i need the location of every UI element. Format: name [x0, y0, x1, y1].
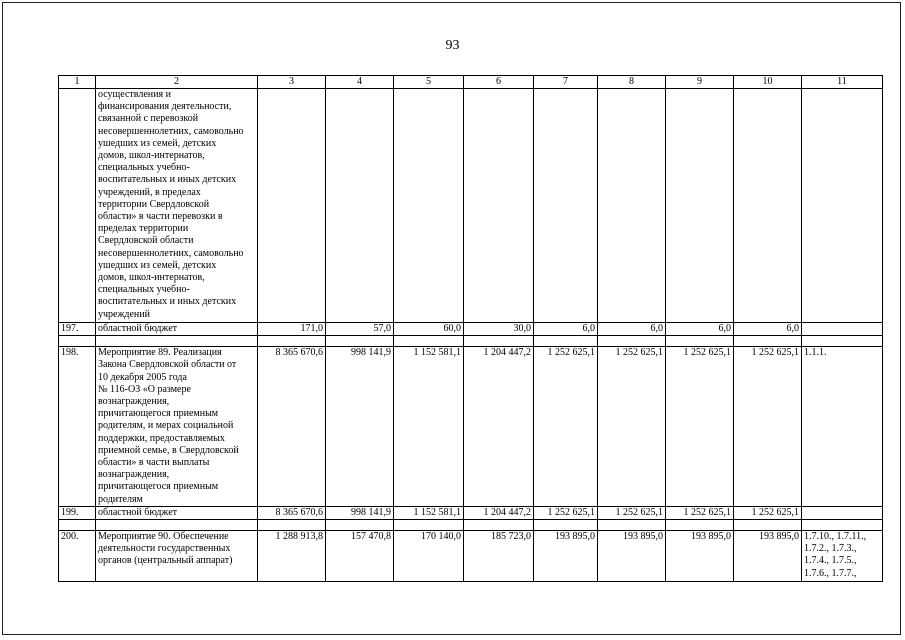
value-cell: 6,0: [598, 323, 666, 336]
value-cell: 8 365 670,6: [258, 506, 326, 519]
spacer-cell: [598, 336, 666, 347]
description-line: пределах территории: [98, 223, 189, 235]
description-line: Закона Свердловской области от: [98, 359, 237, 371]
value-cell: 1 152 581,1: [394, 506, 464, 519]
value-cell: 60,0: [394, 323, 464, 336]
description-line: учреждений, в пределах: [98, 186, 201, 198]
description-line: поддержки, предоставляемых: [98, 432, 225, 444]
code-line: 1.1.1.: [804, 347, 827, 359]
table-body: [59, 89, 883, 582]
spacer-cell: [464, 520, 534, 531]
description-line: воспитательных и иных детских: [98, 174, 237, 186]
column-header: 5: [394, 76, 464, 89]
description-line: Мероприятие 89. Реализация: [98, 347, 222, 359]
value-cell: 1 204 447,2: [464, 347, 534, 507]
description-line: осуществления и: [98, 89, 171, 100]
target-codes: [802, 531, 883, 582]
spacer-cell: [258, 520, 326, 531]
value-cell: [258, 89, 326, 323]
column-header: 10: [734, 76, 802, 89]
budget-table: [58, 75, 883, 582]
column-header: 9: [666, 76, 734, 89]
row-number: 197.: [59, 323, 96, 336]
spacer-cell: [534, 336, 598, 347]
description-line: специальных учебно-: [98, 162, 190, 174]
target-codes: [802, 323, 883, 336]
description-line: связанной с перевозкой: [98, 113, 199, 125]
header-row: [59, 76, 883, 89]
description-line: учреждений: [98, 308, 150, 320]
row-description: [96, 506, 258, 519]
description-line: ушедших из семей, детских: [98, 137, 217, 149]
spacer-cell: [258, 336, 326, 347]
spacer-cell: [802, 520, 883, 531]
column-header: 2: [96, 76, 258, 89]
spacer-row: [59, 336, 883, 347]
spacer-cell: [59, 336, 96, 347]
value-cell: 170 140,0: [394, 531, 464, 582]
value-cell: 6,0: [666, 323, 734, 336]
table-row: [59, 347, 883, 507]
row-description: [96, 531, 258, 582]
spacer-cell: [598, 520, 666, 531]
value-cell: 1 252 625,1: [666, 347, 734, 507]
description-line: несовершеннолетних, самовольно: [98, 247, 244, 259]
description-line: несовершеннолетних, самовольно: [98, 125, 244, 137]
value-cell: 1 204 447,2: [464, 506, 534, 519]
spacer-cell: [666, 336, 734, 347]
spacer-cell: [534, 520, 598, 531]
value-cell: 57,0: [326, 323, 394, 336]
value-cell: 157 470,8: [326, 531, 394, 582]
value-cell: 8 365 670,6: [258, 347, 326, 507]
row-number: [59, 89, 96, 323]
description-line: родителям: [98, 493, 143, 505]
row-number: 199.: [59, 506, 96, 519]
value-cell: 193 895,0: [598, 531, 666, 582]
description-line: причитающегося приемным: [98, 408, 219, 420]
value-cell: 1 252 625,1: [734, 347, 802, 507]
value-cell: 998 141,9: [326, 506, 394, 519]
spacer-cell: [394, 336, 464, 347]
description-line: 10 декабря 2005 года: [98, 371, 187, 383]
page-number: 93: [445, 38, 460, 53]
spacer-cell: [464, 336, 534, 347]
description-line: вознаграждения,: [98, 396, 170, 408]
table-row: [59, 323, 883, 336]
spacer-cell: [59, 520, 96, 531]
value-cell: 193 895,0: [666, 531, 734, 582]
spacer-cell: [326, 336, 394, 347]
description-line: финансирования деятельности,: [98, 101, 232, 113]
value-cell: [464, 89, 534, 323]
value-cell: 1 288 913,8: [258, 531, 326, 582]
code-line: 1.7.10., 1.7.11.,: [804, 531, 867, 543]
column-header: 1: [59, 76, 96, 89]
description-line: Свердловской области: [98, 235, 194, 247]
column-header: 8: [598, 76, 666, 89]
description-line: воспитательных и иных детских: [98, 296, 237, 308]
row-number: 198.: [59, 347, 96, 507]
value-cell: [326, 89, 394, 323]
value-cell: 1 252 625,1: [534, 506, 598, 519]
value-cell: 6,0: [534, 323, 598, 336]
description-line: органов (центральный аппарат): [98, 555, 233, 567]
spacer-row: [59, 520, 883, 531]
spacer-cell: [394, 520, 464, 531]
spacer-cell: [666, 520, 734, 531]
spacer-cell: [96, 520, 258, 531]
code-line: 1.7.4., 1.7.5.,: [804, 555, 857, 567]
column-header: 7: [534, 76, 598, 89]
description-line: домов, школ-интернатов,: [98, 272, 205, 284]
value-cell: 1 252 625,1: [734, 506, 802, 519]
value-cell: 171,0: [258, 323, 326, 336]
value-cell: [598, 89, 666, 323]
description-line: области» в части выплаты: [98, 457, 210, 469]
value-cell: [534, 89, 598, 323]
value-cell: 30,0: [464, 323, 534, 336]
target-codes: [802, 506, 883, 519]
value-cell: 185 723,0: [464, 531, 534, 582]
description-line: причитающегося приемным: [98, 481, 219, 493]
target-codes: [802, 89, 883, 323]
spacer-cell: [326, 520, 394, 531]
value-cell: 193 895,0: [734, 531, 802, 582]
spacer-cell: [802, 336, 883, 347]
spacer-cell: [96, 336, 258, 347]
description-line: территории Свердловской: [98, 198, 210, 210]
column-header: 4: [326, 76, 394, 89]
value-cell: 1 252 625,1: [666, 506, 734, 519]
row-description: [96, 89, 258, 323]
value-cell: 193 895,0: [534, 531, 598, 582]
description-line: областной бюджет: [98, 323, 178, 334]
row-description: [96, 347, 258, 507]
value-cell: 1 252 625,1: [598, 506, 666, 519]
row-number: 200.: [59, 531, 96, 582]
description-line: специальных учебно-: [98, 284, 190, 296]
value-cell: [734, 89, 802, 323]
table-row: [59, 531, 883, 582]
description-line: Мероприятие 90. Обеспечение: [98, 531, 229, 543]
code-line: 1.7.6., 1.7.7.,: [804, 567, 857, 579]
table-row: [59, 506, 883, 519]
column-header: 6: [464, 76, 534, 89]
value-cell: 998 141,9: [326, 347, 394, 507]
description-line: деятельности государственных: [98, 543, 231, 555]
column-header: 3: [258, 76, 326, 89]
description-line: области» в части перевозки в: [98, 211, 223, 223]
value-cell: [394, 89, 464, 323]
spacer-cell: [734, 336, 802, 347]
value-cell: 6,0: [734, 323, 802, 336]
description-line: областной бюджет: [98, 506, 178, 518]
description-line: родителям, и мерах социальной: [98, 420, 234, 432]
table-row: [59, 89, 883, 323]
value-cell: 1 252 625,1: [598, 347, 666, 507]
row-description: [96, 323, 258, 336]
value-cell: [666, 89, 734, 323]
description-line: ушедших из семей, детских: [98, 259, 217, 271]
value-cell: 1 152 581,1: [394, 347, 464, 507]
target-codes: [802, 347, 883, 507]
value-cell: 1 252 625,1: [534, 347, 598, 507]
description-line: № 116-ОЗ «О размере: [98, 383, 191, 395]
description-line: вознаграждения,: [98, 469, 170, 481]
description-line: домов, школ-интернатов,: [98, 150, 205, 162]
column-header: 11: [802, 76, 883, 89]
code-line: 1.7.2., 1.7.3.,: [804, 543, 857, 555]
spacer-cell: [734, 520, 802, 531]
description-line: приемной семье, в Свердловской: [98, 444, 239, 456]
